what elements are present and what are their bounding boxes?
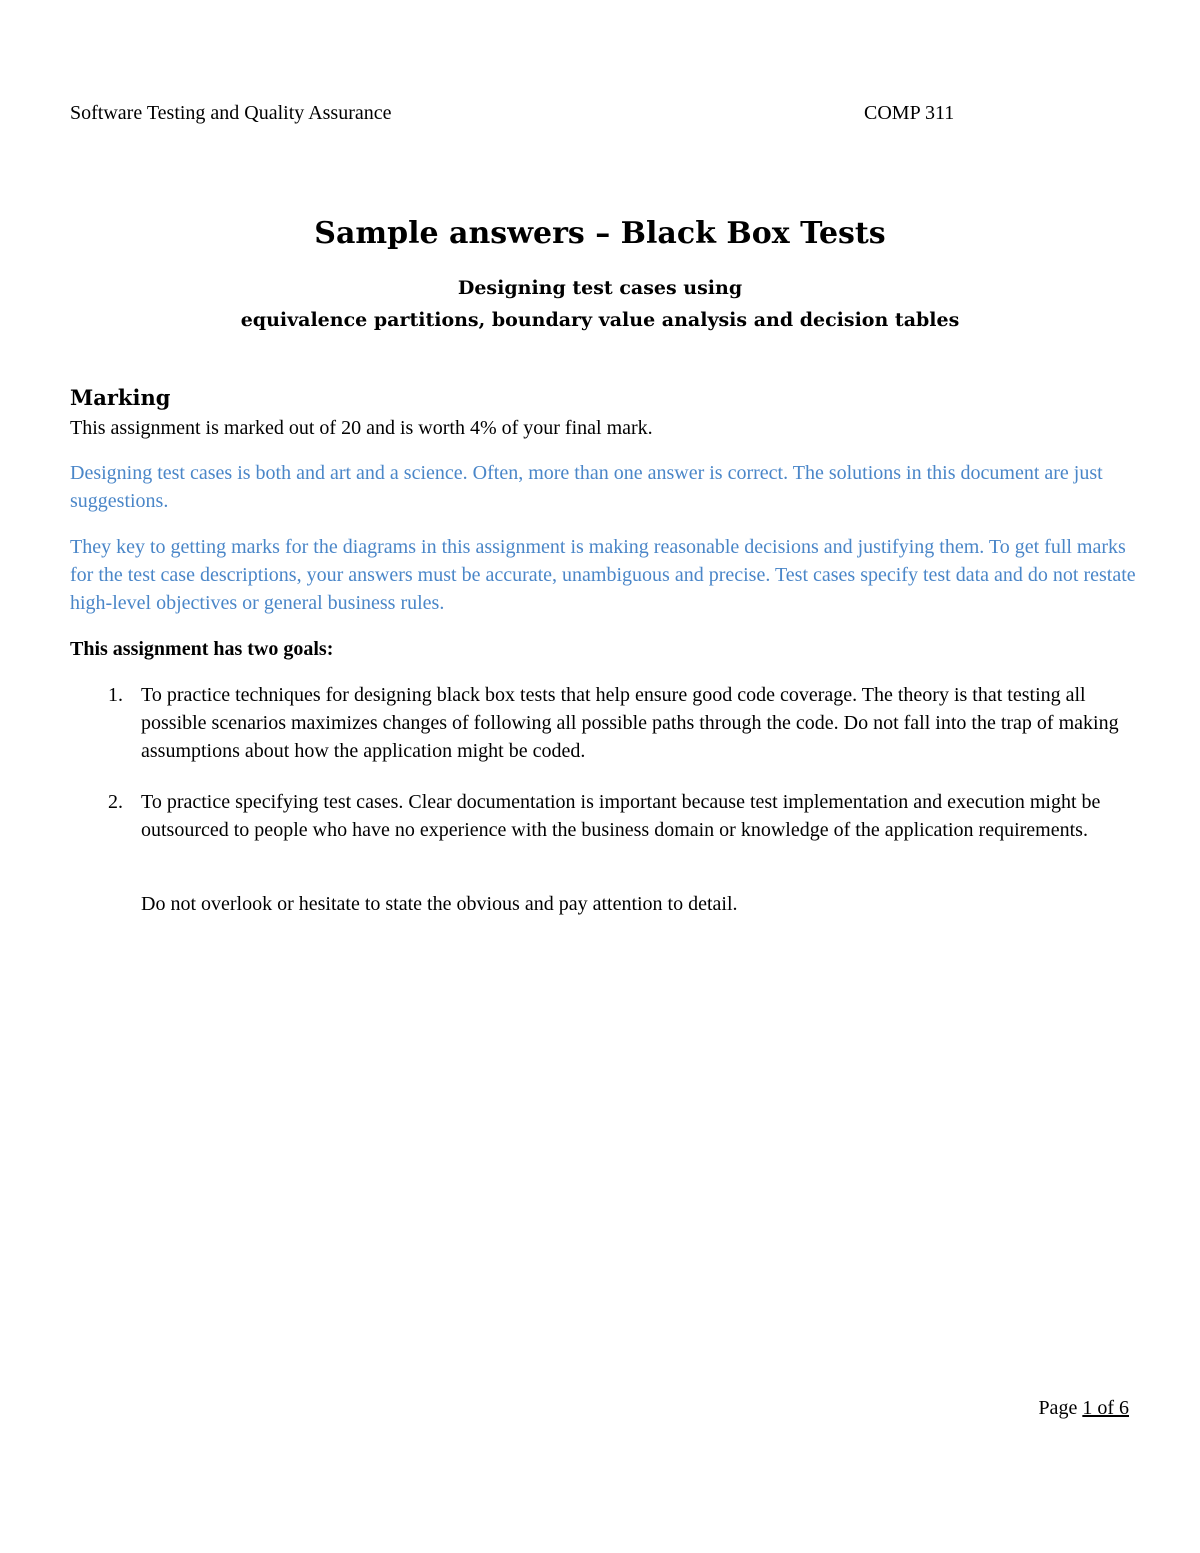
goal-item-number: 1. [108, 684, 123, 706]
subtitle-line-2: equivalence partitions, boundary value analysis and decision tables [240, 309, 960, 331]
header-course-code: COMP 311 [864, 102, 955, 124]
marking-note-1: Designing test cases is both and art and a science. Often, more than one answer is correct. The solutions in this document are just suggestions. [70, 462, 1103, 512]
goals-closing-note: Do not overlook or hesitate to state the obvious and pay attention to detail. [141, 893, 738, 915]
marking-heading: Marking [70, 385, 171, 410]
goal-item-number: 2. [108, 791, 123, 813]
document-title: Sample answers – Black Box Tests [314, 216, 886, 251]
marking-note-2: They key to getting marks for the diagrams in this assignment is making reasonable decisions and justifying them. To get full marks for the test case descriptions, your answers must be accurate, unambiguous and precise. Test cases specify test data and do not restate high-level objectives or general business rules. [70, 536, 1136, 614]
page-footer [1038, 1394, 1129, 1422]
page-label: Page [1038, 1397, 1078, 1419]
goals-heading: This assignment has two goals: [70, 638, 334, 660]
goal-item-text: To practice specifying test cases. Clear documentation is important because test implementation and execution might be outsourced to people who have no experience with the business domain or knowledge of the application requirements. [141, 791, 1101, 841]
marking-text: This assignment is marked out of 20 and is worth 4% of your final mark. [70, 417, 653, 439]
goal-item-text: To practice techniques for designing black box tests that help ensure good code coverage. The theory is that testing all possible scenarios maximizes changes of following all possible paths through the code. Do not fall into the trap of making assumptions about how the application might be coded. [141, 684, 1119, 762]
header-course-title: Software Testing and Quality Assurance [70, 102, 392, 124]
page-number: 1 of 6 [1082, 1397, 1129, 1419]
subtitle-line-1: Designing test cases using [457, 277, 743, 299]
